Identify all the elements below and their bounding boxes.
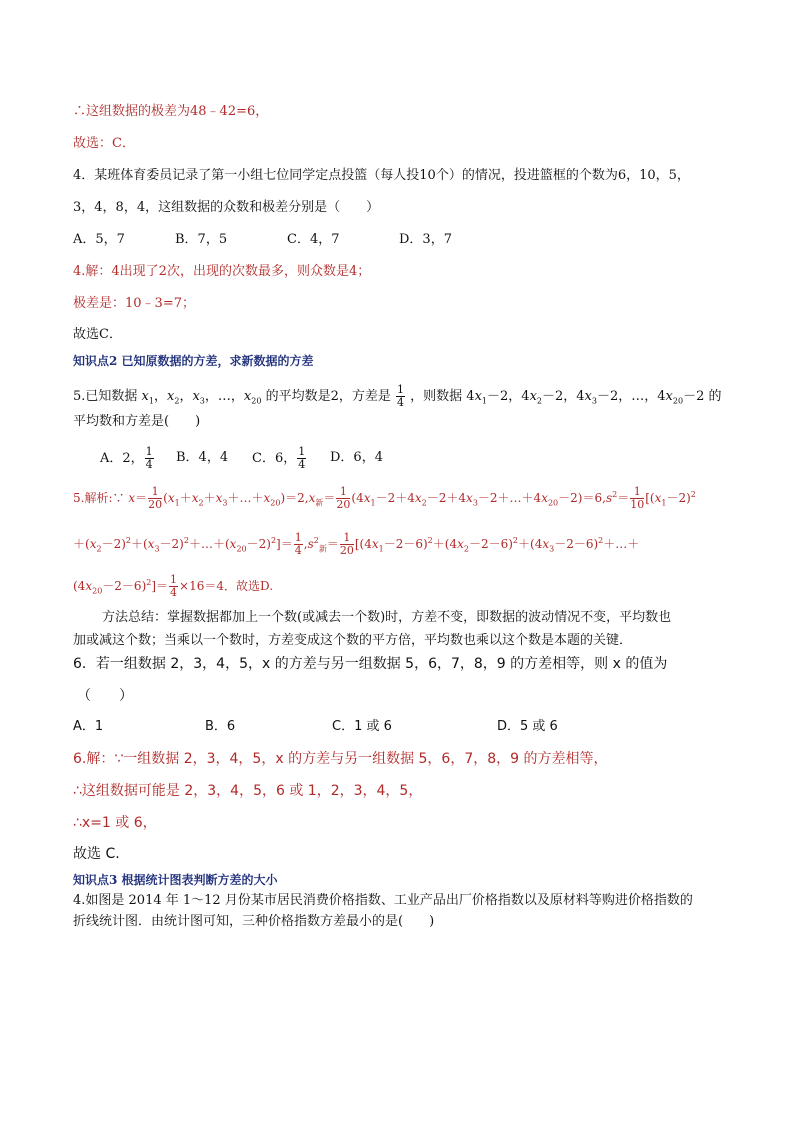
question-5-data-list: $x_1$，$x_2$，$x_3$，…，$x_{20}$ bbox=[141, 389, 262, 406]
question-5-option-d: D．6，4 bbox=[330, 450, 383, 465]
answer-5-formula-1: ∵ x＝ $\frac{1}{20}$ $(x_1+x_2+x_3+\dots+x_{20})=2,x_新=$ $\frac{1}{20}$ $(4x_1-2+4x_2-2+4x_3-2+\dots+4x_{20}-2)=6,s^2=$ $\frac{1}{10}$ [$(x_1-2)^2$ bbox=[112, 485, 696, 511]
answer-6-line-3: ∴x=1 或 6， bbox=[73, 815, 157, 831]
answer-4-line-2: 极差是：10﹣3=7； bbox=[73, 296, 195, 311]
question-6-option-b: B．6 bbox=[205, 719, 236, 734]
question-6-option-a: A．1 bbox=[73, 719, 104, 734]
question-7-line-2: 折线统计图．由统计图可知，三种价格指数方差最小的是( ) bbox=[73, 914, 435, 929]
question-5-option-c: C．6， $\frac{1}{4}$ bbox=[252, 445, 306, 471]
knowledge-point-2-heading: 知识点2 已知原数据的方差，求新数据的方差 bbox=[73, 354, 314, 368]
answer-4-line-1: 4.解：4出现了2次，出现的次数最多，则众数是4； bbox=[73, 264, 371, 279]
answer-5-line-2: $+(x_2-2)^2+(x_3-2)^2+\dots+(x_{20}-2)^2]=$ $\frac{1}{4}$ $,s^2_新=$ $\frac{1}{20}$ [$(4x_1-2-6)^2+(4x_2-2-6)^2+(4x_3-2-6)^2+\dots+$ bbox=[73, 531, 640, 557]
method-summary-line-1: 方法总结：掌握数据都加上一个数(或减去一个数)时，方差不变，即数据的波动情况不变，平均数也 bbox=[102, 610, 672, 625]
answer-5-label: 5.解析: bbox=[73, 491, 113, 505]
answer-4-line-3: 故选C． bbox=[73, 327, 122, 342]
answer-5-line-3: $(4x_{20}-2-6)^2]=$ $\frac{1}{4}$ ×16＝4．故选D. bbox=[73, 573, 274, 599]
question-6-line-1: 6．若一组数据 2，3，4，5，x 的方差与另一组数据 5，6，7，8，9 的方差相等，则 x 的值为 bbox=[73, 656, 668, 672]
question-5-new-data: $4x_1-2$，$4x_2-2$，$4x_3-2$，…，$4x_{20}-2$ 的 bbox=[466, 389, 722, 406]
answer-5-end: ．故选D. bbox=[224, 579, 274, 593]
question-5-prefix: 5.已知数据 bbox=[73, 389, 138, 404]
question-5-middle: 的平均数是2，方差是 bbox=[265, 389, 391, 404]
question-5-line-2: 平均数和方差是( ) bbox=[73, 414, 201, 429]
question-5-line-1 bbox=[73, 384, 721, 410]
question-4-line-1: 4．某班体育委员记录了第一小组七位同学定点投篮（每人投10个）的情况，投进篮框的个数为6，10，5， bbox=[73, 168, 690, 183]
question-4-option-a: A．5，7 bbox=[73, 232, 125, 247]
fraction-one-quarter: $\frac{1}{4}$ bbox=[298, 445, 306, 471]
answer-5-line-1 bbox=[73, 486, 696, 511]
answer-6-line-2: ∴这组数据可能是 2，3，4，5，6 或 1，2，3，4，5， bbox=[73, 783, 423, 799]
question-4-option-b: B．7，5 bbox=[175, 232, 228, 247]
question-7-line-1: 4.如图是 2014 年 1～12 月份某市居民消费价格指数、工业产品出厂价格指数以及原材料等购进价格指数的 bbox=[73, 893, 693, 908]
method-summary-line-2: 加或减这个数；当乘以一个数时，方差变成这个数的平方倍，平均数也乘以这个数是本题的关键． bbox=[73, 633, 633, 648]
question-6-line-2: （ ） bbox=[77, 688, 133, 704]
question-4-line-2: 3，4，8，4，这组数据的众数和极差分别是（ ） bbox=[73, 200, 380, 215]
fraction-one-quarter: $\frac{1}{4}$ bbox=[145, 445, 153, 471]
answer-choice-c: 故选：C． bbox=[73, 136, 135, 151]
question-4-option-d: D．3，7 bbox=[399, 232, 452, 247]
answer-line-range: ∴这组数据的极差为48﹣42=6， bbox=[73, 104, 269, 119]
answer-6-line-4: 故选 C. bbox=[73, 846, 120, 862]
question-6-option-d: D．5 或 6 bbox=[497, 719, 558, 734]
question-5-post: ，则数据 bbox=[410, 389, 463, 404]
knowledge-point-3-heading: 知识点3 根据统计图表判断方差的大小 bbox=[73, 873, 278, 887]
question-5-option-b: B．4，4 bbox=[176, 450, 229, 465]
question-4-option-c: C．4，7 bbox=[287, 232, 340, 247]
question-6-option-c: C．1 或 6 bbox=[332, 719, 392, 734]
fraction-one-quarter: $\frac{1}{4}$ bbox=[397, 383, 404, 409]
answer-6-line-1: 6.解：∵一组数据 2，3，4，5，x 的方差与另一组数据 5，6，7，8，9 的方差相等， bbox=[73, 751, 608, 767]
question-5-option-a: A．2， $\frac{1}{4}$ bbox=[100, 445, 153, 471]
